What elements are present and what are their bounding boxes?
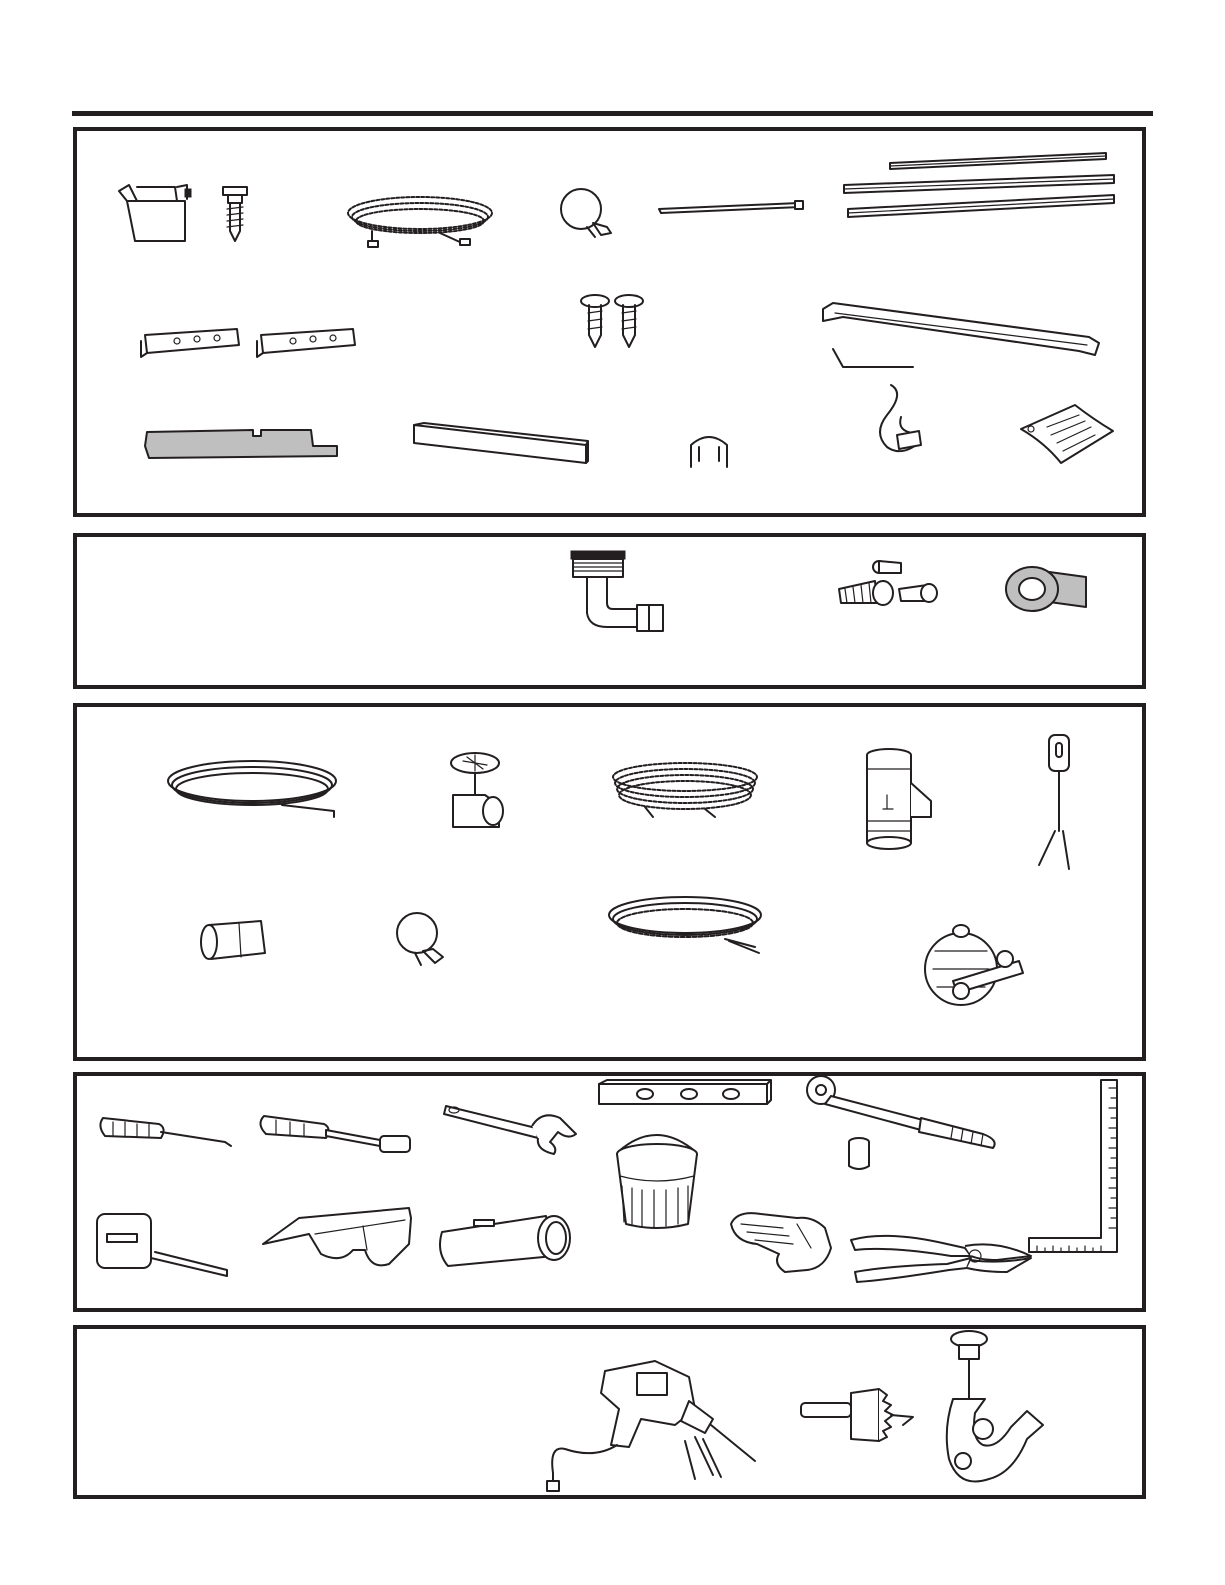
wood-spacer-block-icon xyxy=(410,421,590,469)
power-tools-panel xyxy=(73,1325,1146,1499)
socket-icon xyxy=(845,1136,873,1172)
trim-strips-icon xyxy=(842,149,1122,224)
socket-wrench-icon xyxy=(803,1076,1003,1148)
wire-nuts-icon xyxy=(835,559,945,609)
power-cord-icon xyxy=(1029,731,1089,881)
elbow-fitting-icon xyxy=(567,547,687,637)
hose-clamp-icon xyxy=(557,185,619,241)
spring-clip-icon xyxy=(685,431,733,471)
copper-tubing-coil-icon xyxy=(605,893,765,963)
carpenter-square-icon xyxy=(1025,1076,1121,1256)
pliers-icon xyxy=(847,1226,1037,1286)
parts-supplied-panel xyxy=(73,127,1146,517)
adjustable-wrench-icon xyxy=(442,1098,582,1156)
shutoff-valve-icon xyxy=(439,751,509,835)
literature-sheet-icon xyxy=(1017,401,1117,471)
toe-kick-panel-icon xyxy=(141,426,341,464)
door-handle-icon xyxy=(817,301,1107,371)
bucket-icon xyxy=(612,1132,702,1232)
anti-tip-brackets-icon xyxy=(137,321,367,365)
tubing-cutter-icon xyxy=(939,1329,1049,1499)
header-rule xyxy=(72,111,1153,116)
hole-saw-icon xyxy=(797,1381,917,1451)
strap-tie-icon xyxy=(861,381,931,461)
phillips-screws-icon xyxy=(577,293,647,351)
tube-insert-icon xyxy=(657,197,807,221)
installation-materials-panel xyxy=(73,533,1146,689)
tools-panel xyxy=(73,1072,1146,1312)
water-line-coil-icon xyxy=(342,191,502,251)
tape-measure-icon xyxy=(93,1208,233,1280)
safety-glasses-icon xyxy=(259,1204,419,1276)
mounting-bracket-icon xyxy=(115,181,195,251)
braided-water-line-icon xyxy=(605,757,765,827)
junction-box-icon xyxy=(919,921,1029,1021)
power-drill-icon xyxy=(545,1349,765,1499)
drain-tee-icon xyxy=(859,747,939,857)
small-hose-clamp-icon xyxy=(393,907,451,969)
nut-driver-icon xyxy=(260,1112,420,1162)
level-icon xyxy=(595,1076,775,1110)
duct-tape-icon xyxy=(1002,561,1092,617)
optional-parts-panel xyxy=(73,703,1146,1061)
phillips-screwdriver-icon xyxy=(99,1112,239,1152)
work-gloves-icon xyxy=(727,1208,837,1278)
flashlight-icon xyxy=(434,1210,580,1274)
pipe-coupling-icon xyxy=(197,917,277,965)
hex-screw-icon xyxy=(220,183,250,245)
drain-hose-coil-icon xyxy=(162,757,342,827)
